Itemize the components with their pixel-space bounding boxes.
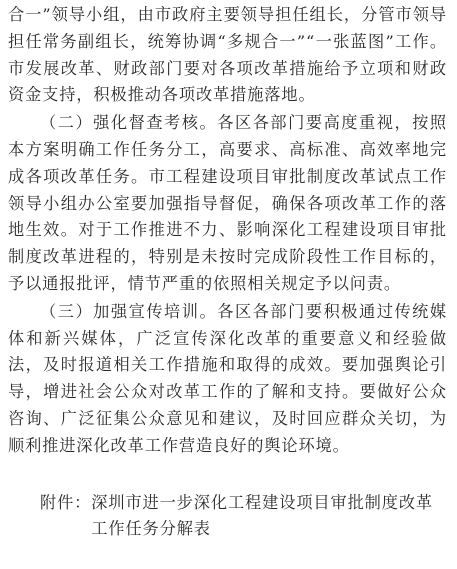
attachment-title: 深圳市进一步深化工程建设项目审批制度改革工作任务分解表: [91, 492, 434, 539]
paragraph-supervision-assessment: （二）强化督查考核。各区各部门要高度重视，按照本方案明确工作任务分工，高要求、高标准、高效率地完成各项改革任务。市工程建设项目审批制度改革试点工作领导小组办公室要加强指导督促，确保各项改革工作的落地生效。对于工作推进不力、影响深化工程建设项目审批制度改革进程的，特别是未按时完成阶段性工作目标的，予以通报批评，情节严重的依照相关规定予以问责。: [8, 113, 447, 293]
attachment-label: 附件：: [40, 492, 92, 512]
paragraph-leadership-group: 合一”领导小组，由市政府主要领导担任组长，分管市领导担任常务副组长，统筹协调“多规合一”“一张蓝图”工作。市发展改革、财政部门要对各项改革措施给予立项和财政资金支持，积极推动各项改革措施落地。: [8, 5, 447, 105]
attachment-note: [8, 490, 447, 544]
paragraph-publicity-training: （三）加强宣传培训。各区各部门要积极通过传统媒体和新兴媒体，广泛宣传深化改革的重要意义和经验做法，及时报道相关工作措施和取得的成效。要加强舆论引导，增进社会公众对改革工作的了解和支持。要做好公众咨询、广泛征集公众意见和建议，及时回应群众关切，为顺利推进深化改革工作营造良好的舆论环境。: [8, 301, 447, 455]
